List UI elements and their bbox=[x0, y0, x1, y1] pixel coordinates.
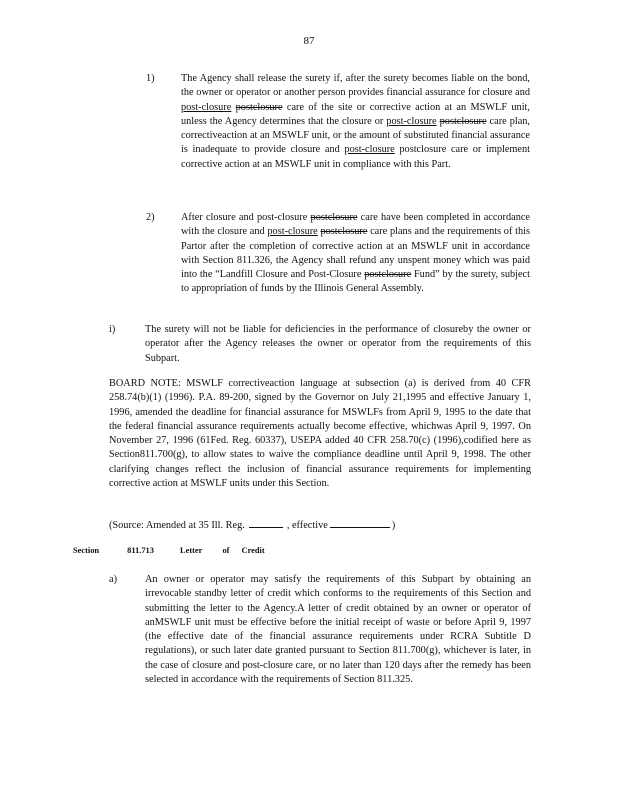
section-number: 811.713 bbox=[127, 546, 154, 555]
section-title-word: of bbox=[222, 546, 230, 555]
item-a-text: An owner or operator may satisfy the requirements of this Subpart by obtaining an irrevocable standby letter of credit which conforms to the requirements of this Section and submitting the letter to the Agency.A letter of credit obtained by an owner or operator of anMSWLF unit must be effective before the initial receipt of waste or before April 9, 1997 (the effective date of the financial assurance requirements under RCRA Subtitle D regulations), or such later date granted pursuant to Section 811.700(g), whichever is later, in the case of closure and post-closure care, or no later than 120 days after the remedy has been selected in accordance with the requirements of Section 811.325. bbox=[145, 574, 531, 686]
section-title-word: Credit bbox=[241, 546, 265, 555]
item-a-marker: a) bbox=[109, 574, 117, 585]
blank-line bbox=[330, 517, 390, 528]
inserted-text: post-closure bbox=[181, 101, 232, 113]
page-number: 87 bbox=[303, 35, 315, 47]
section-title-word: Letter bbox=[180, 546, 203, 555]
deleted-text: postclosure bbox=[364, 269, 412, 281]
inserted-text: post-closure bbox=[344, 144, 395, 156]
inserted-text: post-closure bbox=[386, 115, 437, 127]
board-note: BOARD NOTE: MSWLF correctiveaction language at subsection (a) is derived from 40 CFR 258.74(b)(1) (1996). P.A. 89-200, signed by the Governor on July 21,1995 and effective January 1, 1996, amended the deadline for financial assurance for MSWLFs from April 9, 1995 to the date that the federal financial assurance requirements actually become effective, whichwas April 9, 1997. On November 27, 1996 (61Fed. Reg. 60337), USEPA added 40 CFR 258.70(c) (1996),codified here as Section811.700(g), to allow states to waive the compliance deadline until April 9, 1998. The other clarifying changes reflect the inclusion of financial assurance requirements for implementing corrective action at MSWLF units under this Section. bbox=[109, 378, 531, 490]
blank-line bbox=[249, 517, 283, 528]
item-2-text: After closure and post-closure postclosure care have been completed in accordance with the closure and post-closure postclosure care plans and the requirements of this Partor after the completion of corrective action at an MSWLF unit in accordance with Section 811.326, the Agency shall refund any unspent money which was paid into the “Landfill Closure and Post-Closure postclosure Fund” by the surety, subject to appropriation of funds by the Illinois General Assembly. bbox=[181, 212, 530, 295]
item-i-marker: i) bbox=[109, 324, 116, 335]
deleted-text: postclosure bbox=[310, 212, 358, 223]
deleted-text: postclosure bbox=[320, 226, 368, 238]
section-label: Section bbox=[73, 546, 100, 555]
deleted-text: postclosure bbox=[235, 101, 283, 113]
source-line: (Source: Amended at 35 Ill. Reg. , effective ) bbox=[109, 517, 531, 533]
item-1-marker: 1) bbox=[146, 73, 155, 84]
deleted-text: postclosure bbox=[439, 115, 487, 127]
item-i-text: The surety will not be liable for deficiencies in the performance of closureby the owner or operator after the Agency releases the owner or operator from the requirements of this Subpart. bbox=[145, 324, 531, 364]
section-heading bbox=[73, 546, 265, 555]
item-1-text: The Agency shall release the surety if, after the surety becomes liable on the bond, the owner or operator or another person provides financial assurance for closure and post-closure postclosure care of the site or corrective action at an MSWLF unit, unless the Agency determines that the closure or post-closure postclosure care plan, correctiveaction at an MSWLF unit, or the amount of substituted financial assurance is inadequate to provide closure and post-closure postclosure care or implement corrective action at an MSWLF unit in compliance with this Part. bbox=[181, 73, 530, 170]
item-2-marker: 2) bbox=[146, 212, 155, 223]
inserted-text: post-closure bbox=[267, 226, 318, 238]
